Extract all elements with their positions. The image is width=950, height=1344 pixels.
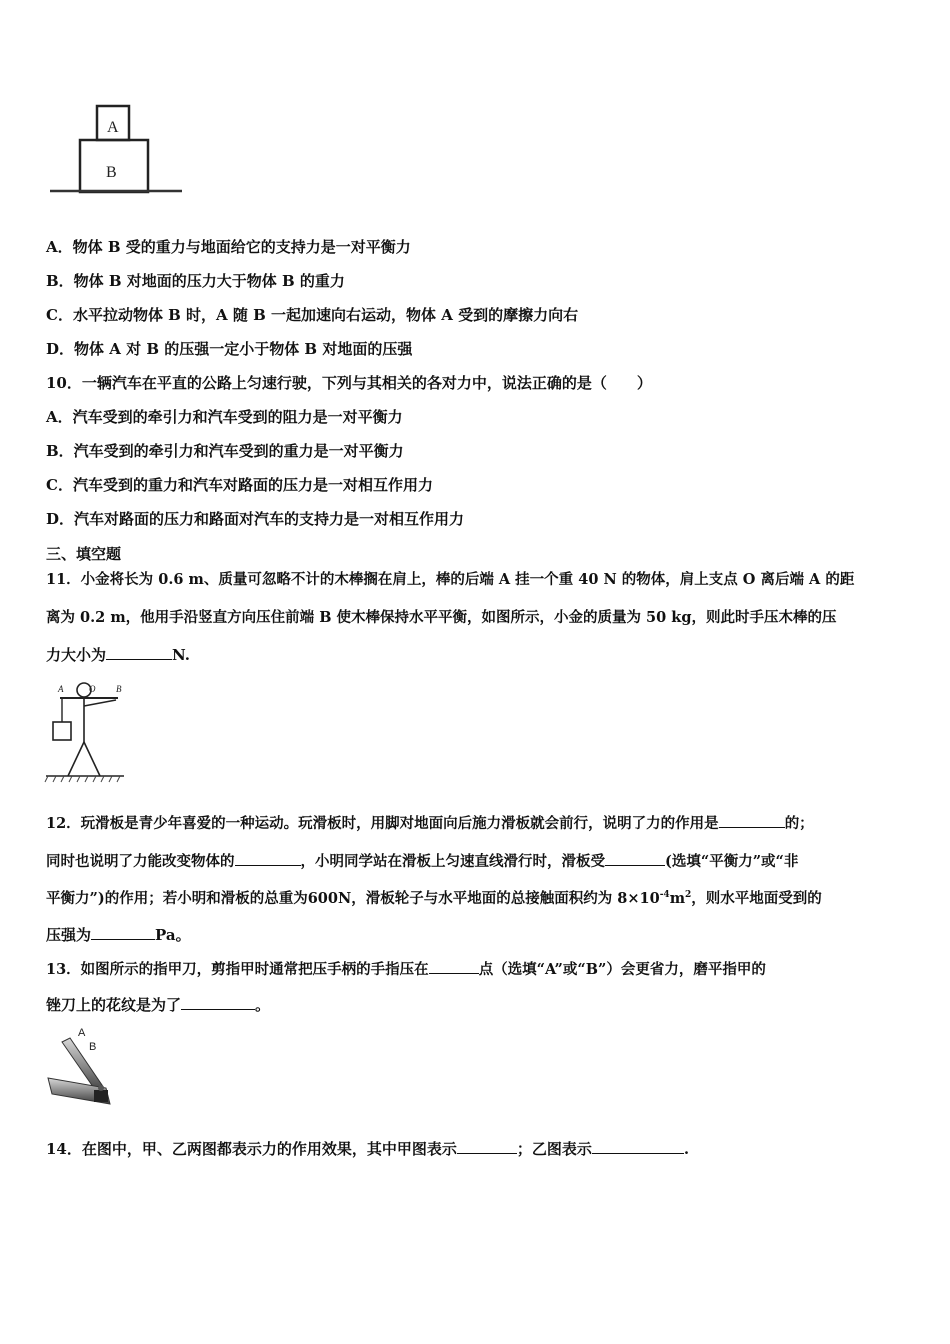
q14-blank-2[interactable] — [592, 1138, 684, 1154]
q12-l3-c: ，则水平地面受到的 — [691, 890, 822, 907]
q14-pre: 14．在图中，甲、乙两图都表示力的作用效果，其中甲图表示 — [46, 1140, 457, 1158]
q11-answer-blank[interactable] — [106, 644, 172, 660]
blocks-figure — [44, 100, 194, 200]
q12-blank-4[interactable] — [91, 924, 155, 940]
clipper-label-a: A — [78, 1027, 86, 1039]
q12-l2-a: 同时也说明了力能改变物体的 — [46, 853, 235, 870]
q12-line4 — [46, 924, 191, 945]
q12-blank-1[interactable] — [719, 812, 785, 828]
q10-option-a: A．汽车受到的牵引力和汽车受到的阻力是一对平衡力 — [46, 408, 403, 426]
q13-blank-1[interactable] — [429, 958, 479, 974]
pivot — [98, 1085, 104, 1091]
q13-l2-post: 。 — [255, 996, 271, 1014]
ground-hatch — [45, 776, 120, 782]
weight-box — [53, 722, 71, 740]
q12-l2-c: (选填“平衡力”或“非 — [665, 853, 799, 870]
q10-option-c: C．汽车受到的重力和汽车对路面的压力是一对相互作用力 — [46, 476, 433, 494]
q10-stem: 10．一辆汽车在平直的公路上匀速行驶，下列与其相关的各对力中，说法正确的是（ ） — [46, 374, 652, 392]
q12-blank-3[interactable] — [605, 850, 665, 866]
q12-l4-post: Pa。 — [155, 926, 191, 944]
left-leg — [68, 742, 84, 776]
clipper-head — [94, 1090, 108, 1102]
q13-blank-2[interactable] — [181, 994, 255, 1010]
right-leg — [84, 742, 100, 776]
q12-square: 2 — [685, 890, 692, 901]
block-a-label: A — [107, 119, 119, 136]
q12-unit-m: m — [669, 890, 686, 907]
q10-option-d: D．汽车对路面的压力和路面对汽车的支持力是一对相互作用力 — [46, 510, 465, 528]
q12-line3 — [46, 887, 822, 908]
label-b: B — [116, 684, 122, 694]
q12-blank-2[interactable] — [235, 850, 301, 866]
block-b-label: B — [106, 164, 117, 181]
q14-line — [46, 1138, 689, 1159]
clipper-label-b: B — [89, 1041, 97, 1053]
person-stick-figure — [44, 672, 134, 792]
q12-exponent: -4 — [659, 890, 670, 901]
q11-line3-post: N. — [172, 646, 190, 664]
q9-option-c: C．水平拉动物体 B 时，A 随 B 一起加速向右运动，物体 A 受到的摩擦力向右 — [46, 306, 579, 324]
q9-option-d: D．物体 A 对 B 的压强一定小于物体 B 对地面的压强 — [46, 340, 413, 358]
q14-mid: ；乙图表示 — [516, 1140, 592, 1158]
q9-option-a: A．物体 B 受的重力与地面给它的支持力是一对平衡力 — [46, 238, 411, 256]
q11-line3 — [46, 644, 190, 665]
label-a: A — [58, 684, 64, 694]
q10-option-b: B．汽车受到的牵引力和汽车受到的重力是一对平衡力 — [46, 442, 404, 460]
q12-l2-b: ，小明同学站在滑板上匀速直线滑行时，滑板受 — [300, 853, 605, 870]
q12-line2 — [46, 850, 798, 871]
q11-line3-pre: 力大小为 — [46, 646, 107, 664]
q12-l1-pre: 12．玩滑板是青少年喜爱的一种运动。玩滑板时，用脚对地面向后施力滑板就会前行，说明了力的作用是 — [46, 815, 719, 832]
q13-line2 — [46, 994, 270, 1015]
q12-line1 — [46, 812, 814, 833]
q13-line1 — [46, 958, 766, 979]
q14-blank-1[interactable] — [457, 1138, 517, 1154]
q11-line2: 离为 0.2 m，他用手沿竖直方向压住前端 B 使木棒保持水平平衡，如图所示，小金的质量为 50 kg，则此时手压木棒的压 — [46, 609, 837, 626]
q13-l1-pre: 13．如图所示的指甲刀，剪指甲时通常把压手柄的手指压在 — [46, 961, 429, 978]
nail-clipper-figure — [44, 1022, 124, 1110]
q12-l3-a: 平衡力”)的作用；若小明和滑板的总重为600N，滑板轮子与水平地面的总接触面积约为 8×10 — [46, 890, 660, 907]
q13-l2-pre: 锉刀上的花纹是为了 — [46, 996, 182, 1014]
q14-post: . — [683, 1140, 690, 1158]
section-title: 三、填空题 — [46, 545, 122, 563]
q9-option-b: B．物体 B 对地面的压力大于物体 B 的重力 — [46, 272, 345, 290]
q12-l4-pre: 压强为 — [46, 926, 92, 944]
q11-line1: 11．小金将长为 0.6 m、质量可忽略不计的木棒搁在肩上，棒的后端 A 挂一个重 40 N 的物体，肩上支点 O 离后端 A 的距 — [46, 571, 855, 588]
arm — [84, 700, 116, 706]
label-o: O — [89, 684, 96, 694]
q13-l1-post: 点（选填“A”或“B”）会更省力，磨平指甲的 — [478, 961, 766, 978]
q12-l1-post: 的； — [784, 815, 814, 832]
